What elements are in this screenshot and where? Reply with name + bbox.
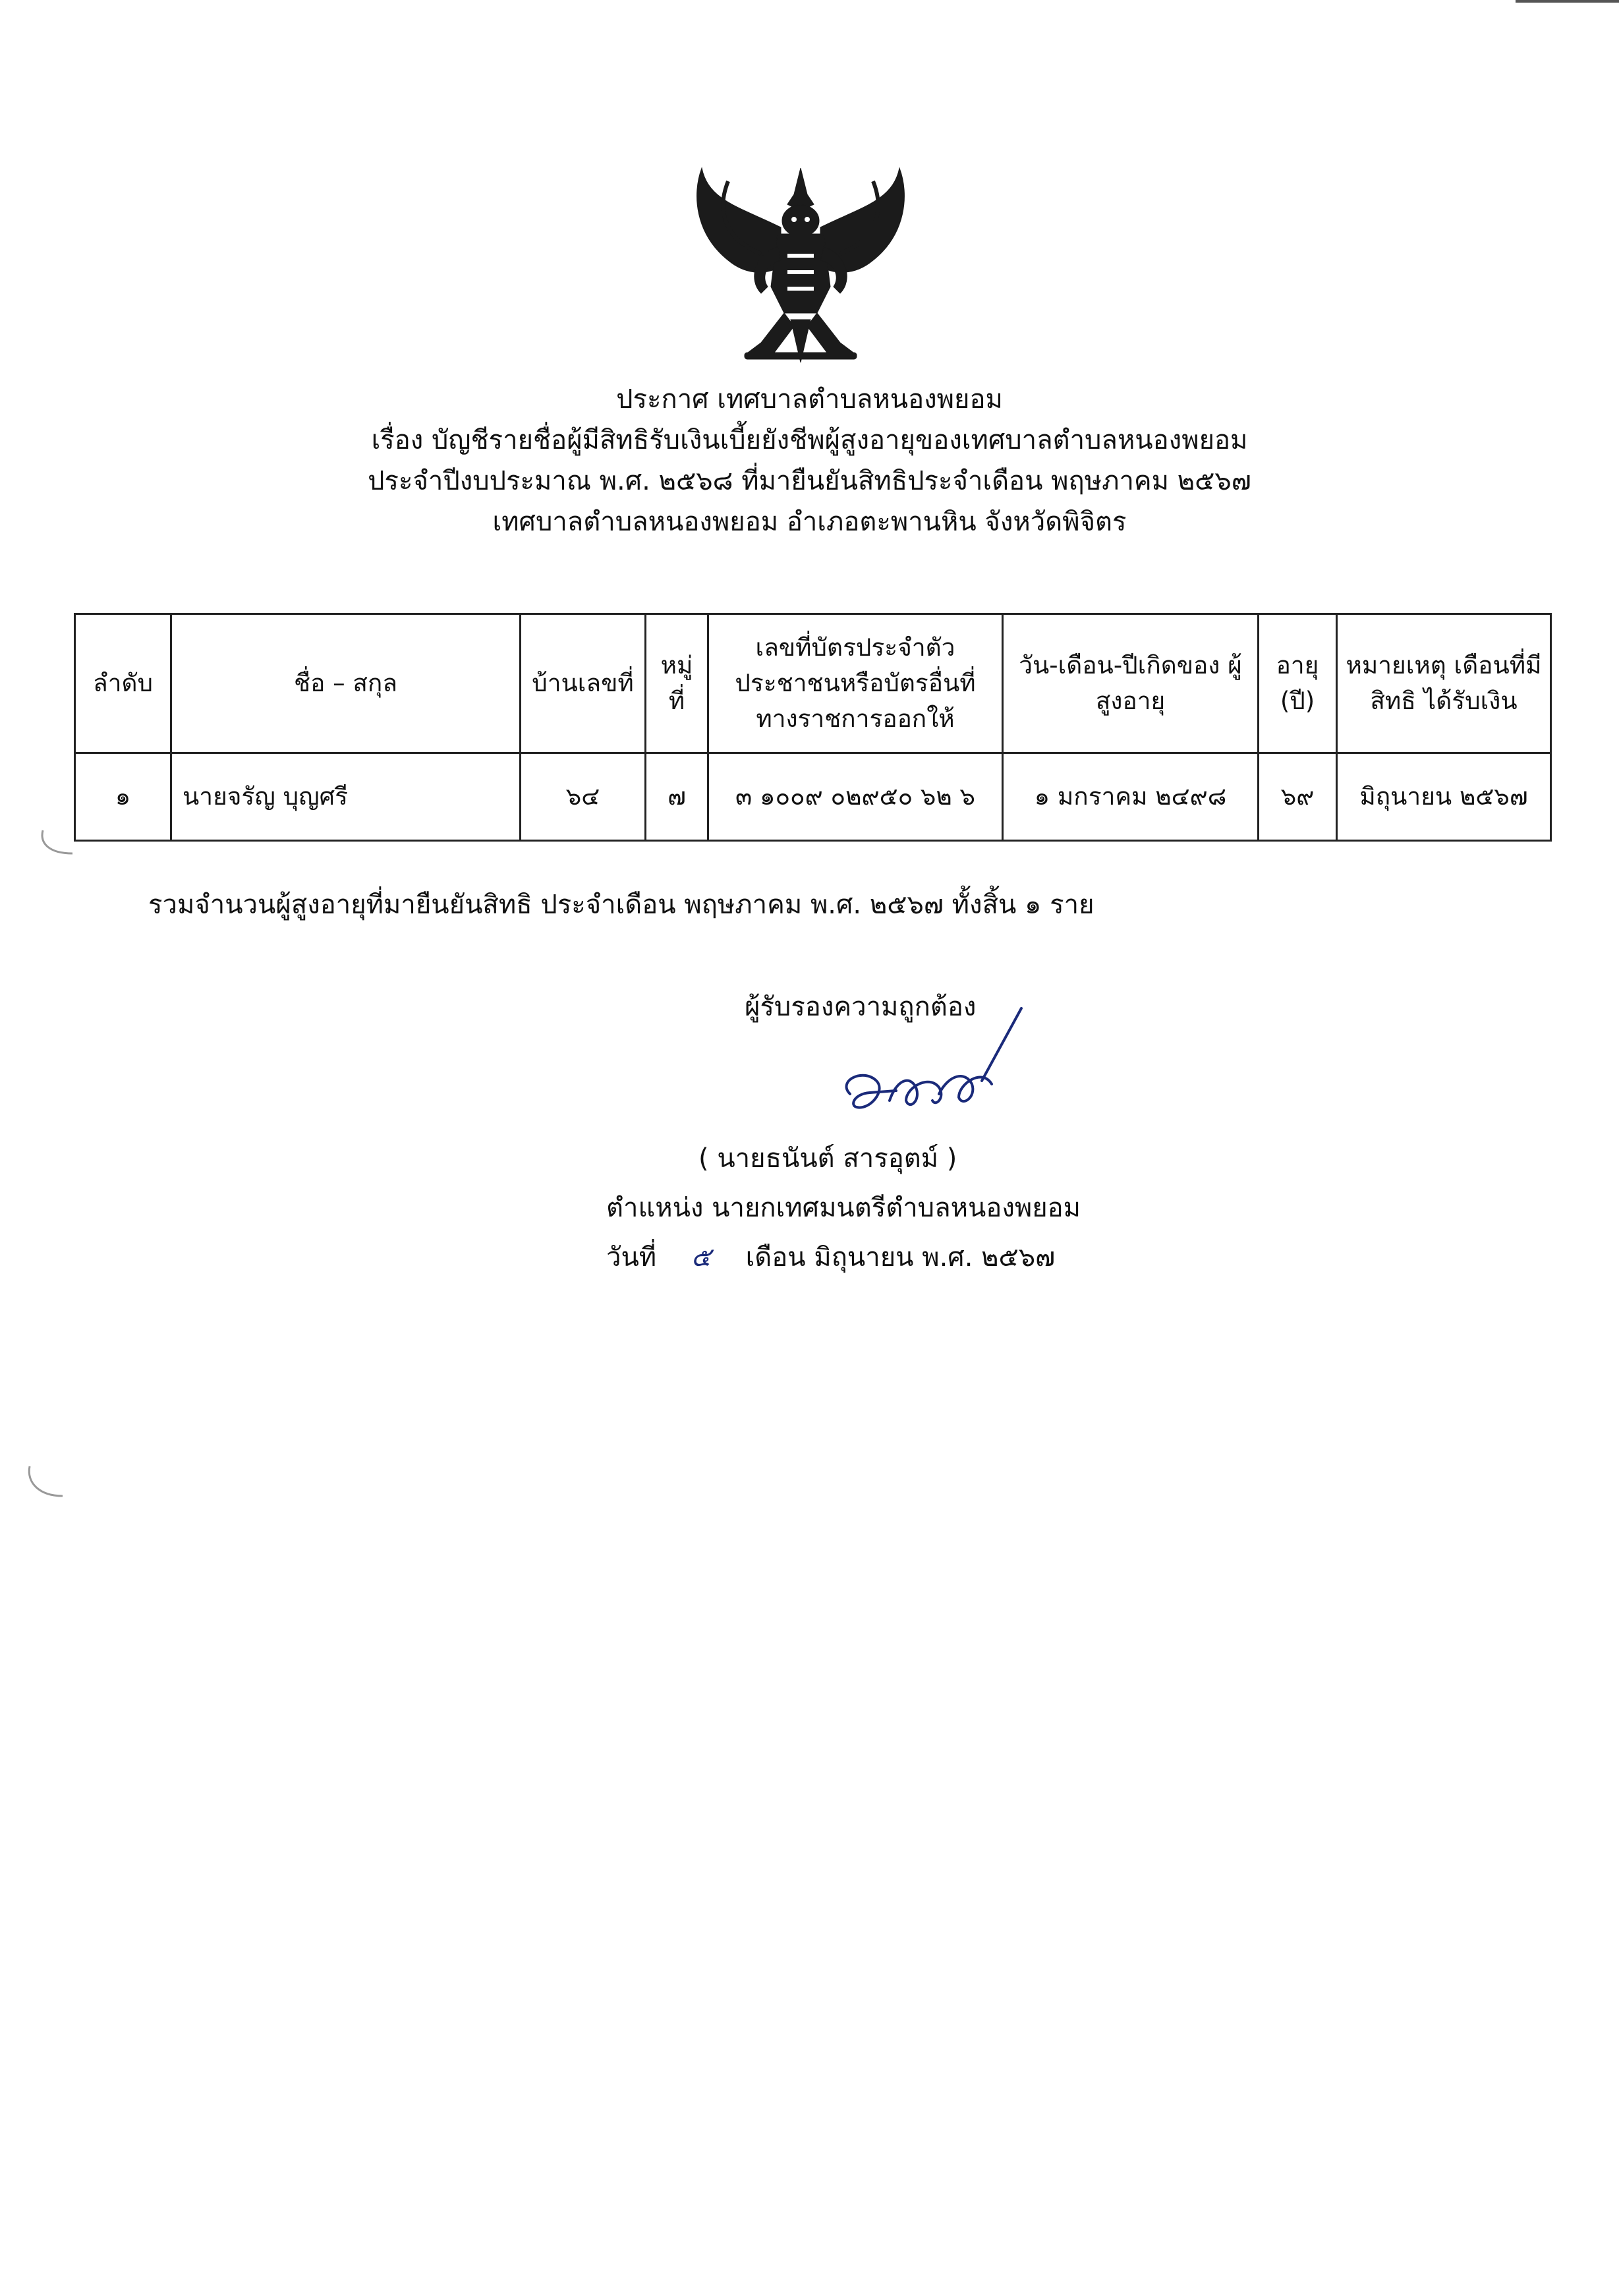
announcement-heading: [0, 379, 1619, 542]
beneficiary-table: [74, 613, 1552, 842]
signer-position: ตำแหน่ง นายกเทศมนตรีตำบลหนองพยอม: [606, 1193, 1081, 1223]
cell-name: นายจรัญ บุญศรี: [171, 753, 521, 841]
scan-mark: [36, 827, 82, 860]
header-remark: หมายเหตุ เดือนที่มีสิทธิ ได้รับเงิน: [1337, 614, 1551, 753]
scan-edge: [1516, 0, 1619, 3]
handwritten-signature: [824, 1002, 1041, 1134]
cell-remark: มิถุนายน ๒๕๖๗: [1337, 753, 1551, 841]
certification-label: ผู้รับรองความถูกต้อง: [745, 992, 977, 1022]
cell-house-no: ๖๔: [521, 753, 646, 841]
header-order: ลำดับ: [75, 614, 171, 753]
cell-order: ๑: [75, 753, 171, 841]
summary-line: รวมจำนวนผู้สูงอายุที่มายืนยันสิทธิ ประจำเดือน พฤษภาคม พ.ศ. ๒๕๖๗ ทั้งสิ้น ๑ ราย: [148, 890, 1094, 920]
scan-mark: [23, 1463, 69, 1503]
announcement-subject: เรื่อง บัญชีรายชื่อผู้มีสิทธิรับเงินเบี้ยยังชีพผู้สูงอายุของเทศบาลตำบลหนองพยอม: [371, 425, 1248, 455]
date-day-handwritten: ๕: [691, 1242, 712, 1273]
header-age: อายุ (ปี): [1259, 614, 1337, 753]
signing-date: [606, 1236, 1055, 1278]
header-moo: หมู่ ที่: [646, 614, 708, 753]
announcement-fiscal-year: ประจำปีงบประมาณ พ.ศ. ๒๕๖๘ ที่มายืนยันสิทธิประจำเดือน พฤษภาคม ๒๕๖๗: [368, 466, 1251, 496]
signer-name: ( นายธนันต์ สารอุตม์ ): [698, 1143, 957, 1174]
cell-moo: ๗: [646, 753, 708, 841]
header-name: ชื่อ – สกุล: [171, 614, 521, 753]
header-birth-date: วัน-เดือน-ปีเกิดของ ผู้สูงอายุ: [1003, 614, 1259, 753]
header-id-card: เลขที่บัตรประจำตัว ประชาชนหรือบัตรอื่นที่ ทางราชการออกให้: [708, 614, 1003, 753]
header-house-no: บ้านเลขที่: [521, 614, 646, 753]
table-header-row: [75, 614, 1551, 753]
date-prefix: วันที่: [606, 1242, 657, 1273]
announcement-title: ประกาศ เทศบาลตำบลหนองพยอม: [616, 384, 1003, 415]
announcement-location: เทศบาลตำบลหนองพยอม อำเภอตะพานหิน จังหวัดพิจิตร: [492, 507, 1127, 537]
cell-age: ๖๙: [1259, 753, 1337, 841]
table-row: [75, 753, 1551, 841]
date-month-year: เดือน มิถุนายน พ.ศ. ๒๕๖๗: [745, 1242, 1056, 1273]
cell-id-card: ๓ ๑๐๐๙ ๐๒๙๕๐ ๖๒ ๖: [708, 753, 1003, 841]
cell-birth-date: ๑ มกราคม ๒๔๙๘: [1003, 753, 1259, 841]
garuda-emblem-icon: [689, 155, 913, 372]
